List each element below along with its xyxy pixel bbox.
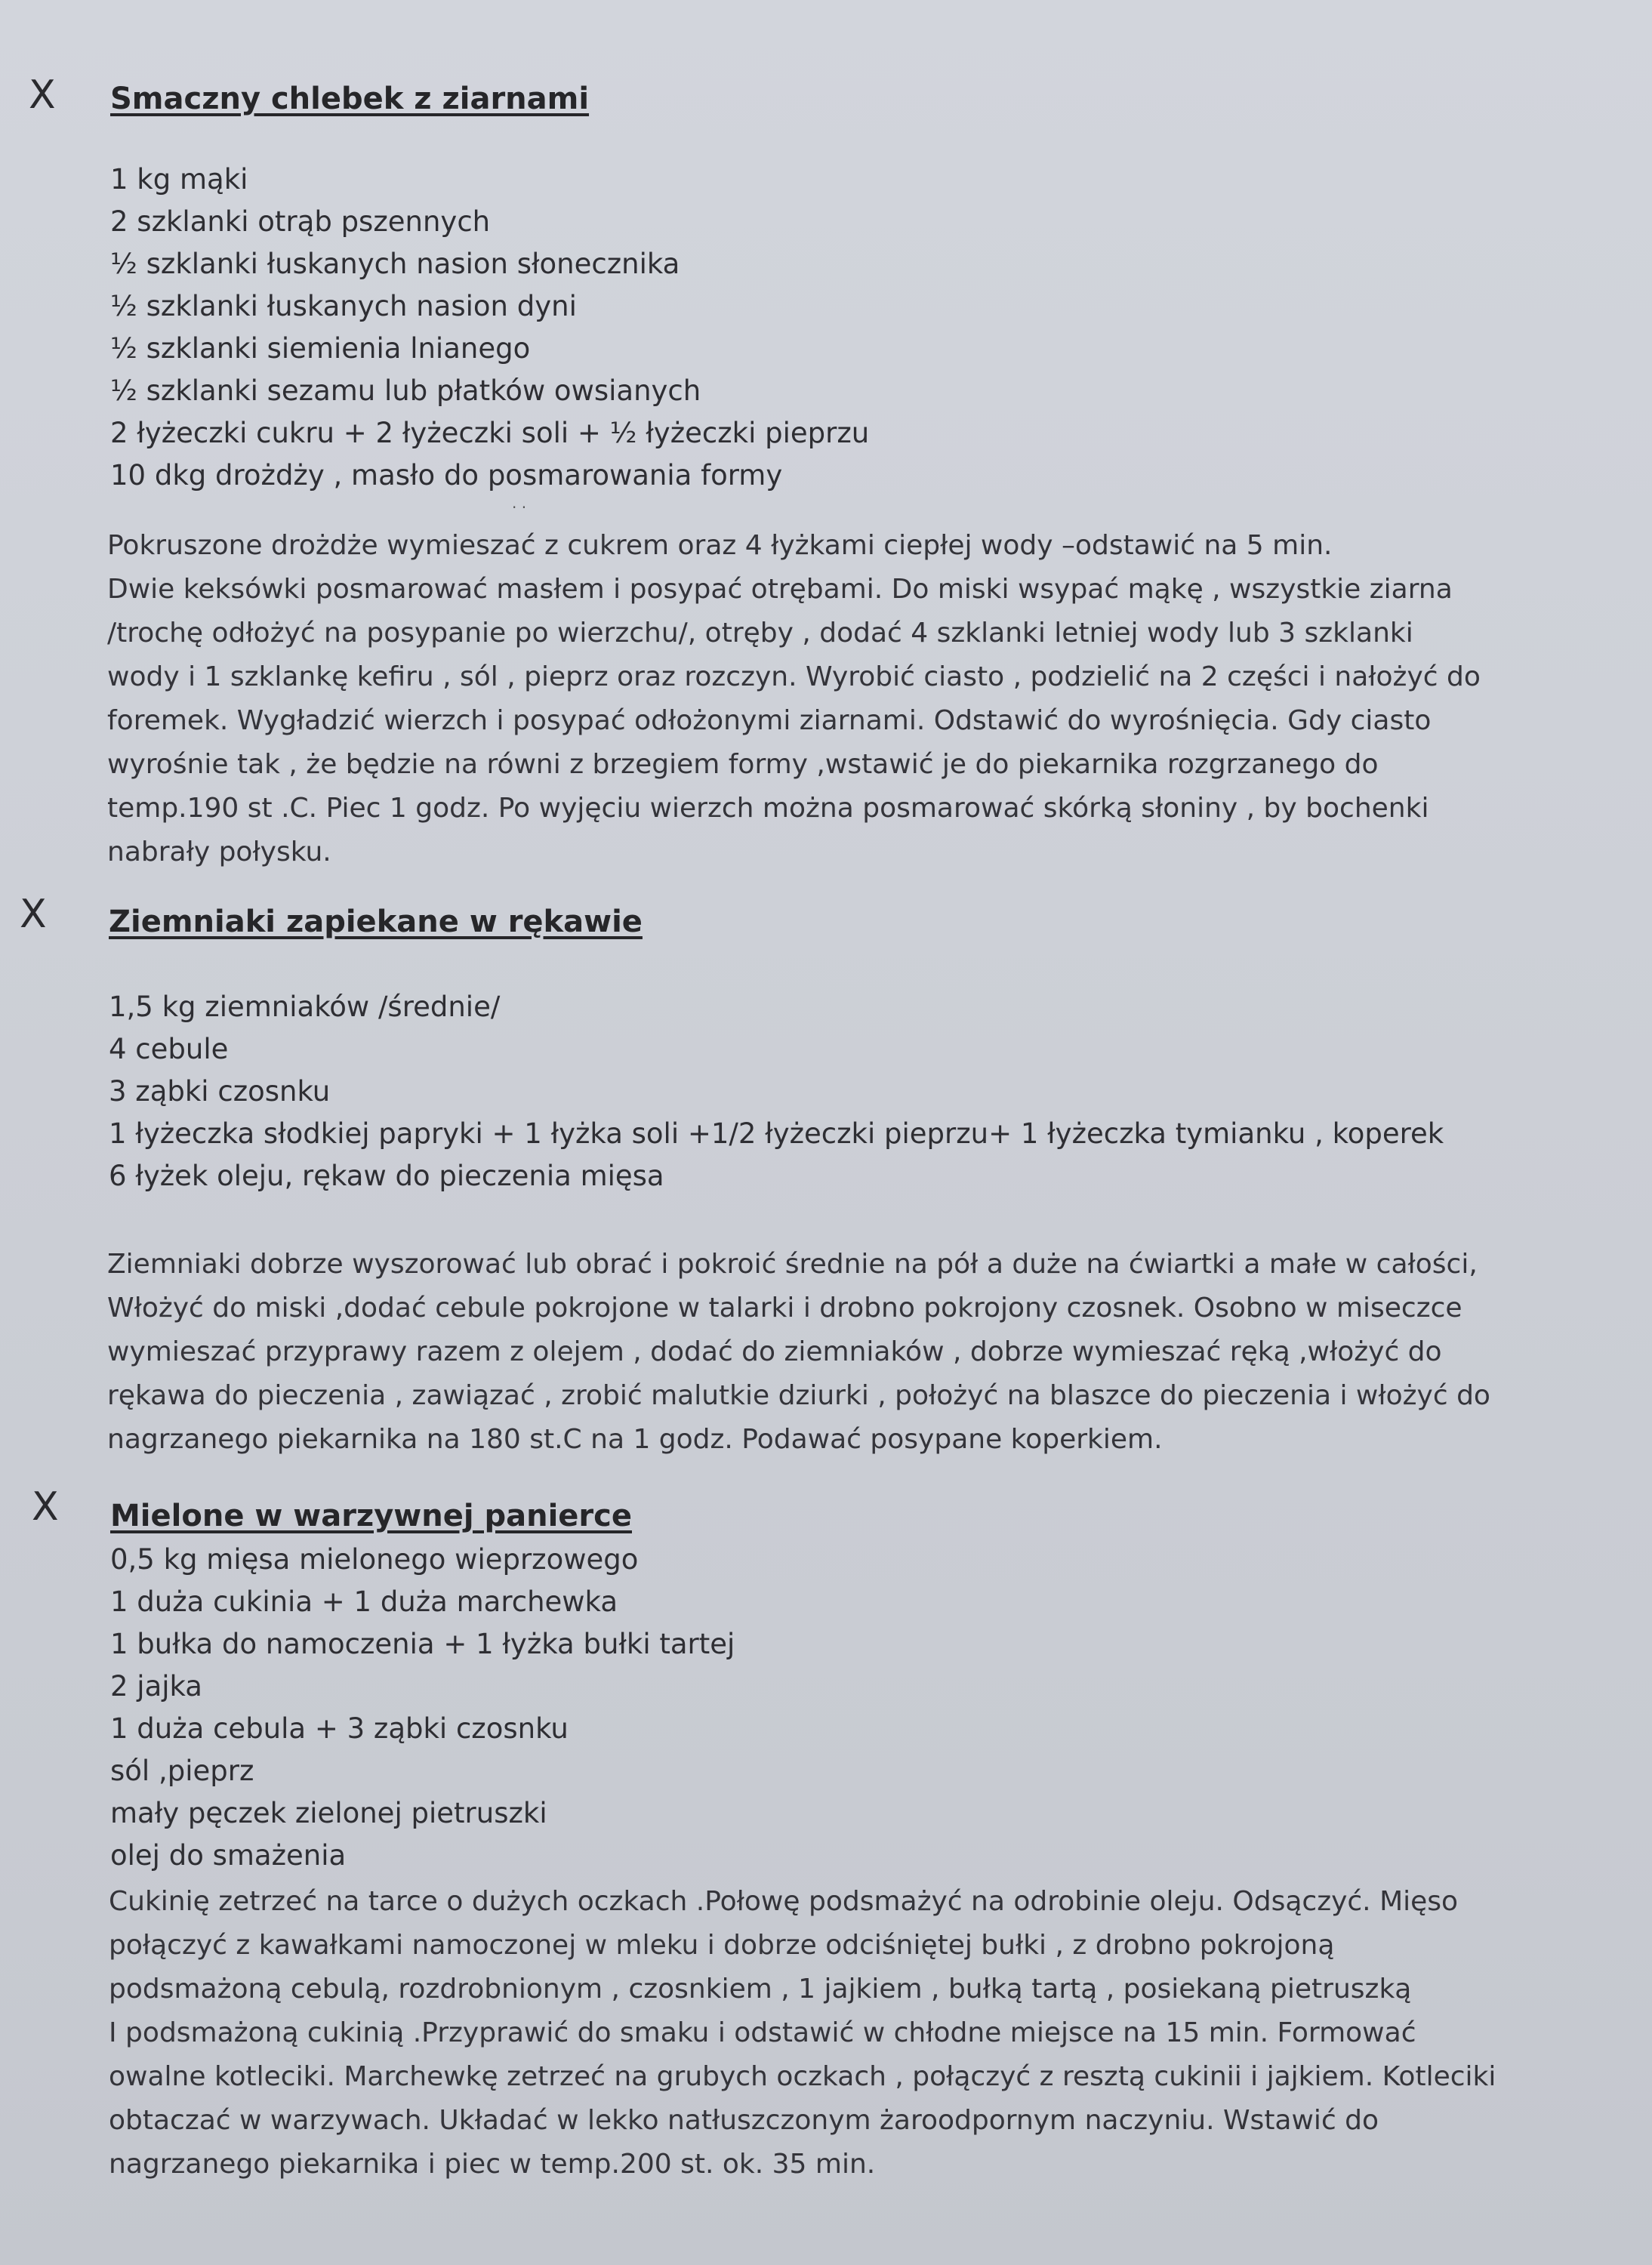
ingredient-item: ½ szklanki siemienia lnianego xyxy=(110,332,531,365)
ingredient-item: 1 duża cukinia + 1 duża marchewka xyxy=(110,1586,618,1618)
ingredient-item: 2 jajka xyxy=(110,1670,202,1703)
ingredient-item: ½ szklanki sezamu lub płatków owsianych xyxy=(110,374,701,407)
ingredient-list xyxy=(109,986,1444,1197)
instruction-line: nagrzanego piekarnika i piec w temp.200 st. ok. 35 min. xyxy=(109,2149,876,2180)
ingredient-list xyxy=(110,1539,735,1877)
handwritten-x-mark: X xyxy=(32,1484,59,1530)
ingredient-item: ½ szklanki łuskanych nasion słonecznika xyxy=(110,248,680,280)
instruction-line: Ziemniaki dobrze wyszorować lub obrać i pokroić średnie na pół a duże na ćwiartki a małe w całości, xyxy=(107,1249,1478,1280)
instruction-line: foremek. Wygładzić wierzch i posypać odłożonymi ziarnami. Odstawić do wyrośnięcia. Gdy ciasto xyxy=(107,705,1432,736)
instructions xyxy=(107,1243,1490,1462)
instruction-line: wody i 1 szklankę kefiru , sól , pieprz oraz rozczyn. Wyrobić ciasto , podzielić na 2 części i nałożyć do xyxy=(107,661,1481,692)
ingredient-item: 2 łyżeczki cukru + 2 łyżeczki soli + ½ łyżeczki pieprzu xyxy=(110,417,870,449)
ingredient-item: 4 cebule xyxy=(109,1033,229,1065)
instruction-line: Cukinię zetrzeć na tarce o dużych oczkach .Połowę podsmażyć na odrobinie oleju. Odsączyć. Mięso xyxy=(109,1886,1459,1917)
instruction-line: połączyć z kawałkami namoczonej w mleku i dobrze odciśniętej bułki , z drobno pokrojoną xyxy=(109,1930,1335,1961)
instruction-line: wyrośnie tak , że będzie na równi z brzegiem formy ,wstawić je do piekarnika rozgrzanego do xyxy=(107,749,1379,780)
recipe-title: Ziemniaki zapiekane w rękawie xyxy=(109,904,643,939)
instruction-line: Włożyć do miski ,dodać cebule pokrojone w talarki i drobno pokrojony czosnek. Osobno w miseczce xyxy=(107,1293,1462,1324)
ingredient-item: 1 łyżeczka słodkiej papryki + 1 łyżka soli +1/2 łyżeczki pieprzu+ 1 łyżeczka tymianku , koperek xyxy=(109,1117,1444,1150)
ingredient-item: ½ szklanki łuskanych nasion dyni xyxy=(110,290,577,322)
instruction-line: rękawa do pieczenia , zawiązać , zrobić malutkie dziurki , położyć na blaszce do pieczenia i włożyć do xyxy=(107,1380,1490,1411)
ingredient-list xyxy=(110,159,869,497)
instruction-line: nagrzanego piekarnika na 180 st.C na 1 godz. Podawać posypane koperkiem. xyxy=(107,1424,1163,1455)
instruction-line: owalne kotleciki. Marchewkę zetrzeć na grubych oczkach , połączyć z resztą cukinii i jajkiem. Kotleciki xyxy=(109,2061,1496,2092)
instructions xyxy=(109,1880,1496,2186)
recipe-title: Mielone w warzywnej panierce xyxy=(110,1499,632,1533)
instruction-line: obtaczać w warzywach. Układać w lekko natłuszczonym żaroodpornym naczyniu. Wstawić do xyxy=(109,2105,1379,2136)
ingredient-item: 1 kg mąki xyxy=(110,163,248,196)
ingredient-item: 1 duża cebula + 3 ząbki czosnku xyxy=(110,1712,569,1745)
instructions xyxy=(107,524,1481,874)
ingredient-item: 6 łyżek oleju, rękaw do pieczenia mięsa xyxy=(109,1160,664,1192)
ingredient-item: 3 ząbki czosnku xyxy=(109,1075,331,1108)
ingredient-item: sól ,pieprz xyxy=(110,1755,254,1787)
handwritten-x-mark: X xyxy=(29,72,56,118)
ingredient-item: 1,5 kg ziemniaków /średnie/ xyxy=(109,991,501,1023)
instruction-line: /trochę odłożyć na posypanie po wierzchu/, otręby , dodać 4 szklanki letniej wody lub 3 szklanki xyxy=(107,618,1413,649)
ingredient-item: olej do smażenia xyxy=(110,1839,347,1872)
ingredient-item: 1 bułka do namoczenia + 1 łyżka bułki tartej xyxy=(110,1628,735,1660)
instruction-line: Dwie keksówki posmarować masłem i posypać otrębami. Do miski wsypać mąkę , wszystkie ziarna xyxy=(107,574,1453,605)
ingredient-item: mały pęczek zielonej pietruszki xyxy=(110,1797,547,1829)
ingredient-item: 0,5 kg mięsa mielonego wieprzowego xyxy=(110,1543,639,1576)
ingredient-item: 2 szklanki otrąb pszennych xyxy=(110,205,491,238)
instruction-line: temp.190 st .C. Piec 1 godz. Po wyjęciu wierzch można posmarować skórką słoniny , by bochenki xyxy=(107,793,1429,824)
instruction-line: I podsmażoną cukinią .Przyprawić do smaku i odstawić w chłodne miejsce na 15 min. Formować xyxy=(109,2017,1416,2048)
handwritten-x-mark: X xyxy=(20,892,47,937)
instruction-line: wymieszać przyprawy razem z olejem , dodać do ziemniaków , dobrze wymieszać ręką ,włożyć do xyxy=(107,1336,1442,1367)
instruction-line: podsmażoną cebulą, rozdrobnionym , czosnkiem , 1 jajkiem , bułką tartą , posiekaną pietruszką xyxy=(109,1974,1412,2005)
stray-dots: · · xyxy=(512,498,527,516)
ingredient-item: 10 dkg drożdży , masło do posmarowania formy xyxy=(110,459,783,492)
instruction-line: Pokruszone drożdże wymieszać z cukrem oraz 4 łyżkami ciepłej wody –odstawić na 5 min. xyxy=(107,530,1333,561)
instruction-line: nabrały połysku. xyxy=(107,837,331,867)
recipe-title: Smaczny chlebek z ziarnami xyxy=(110,82,590,116)
